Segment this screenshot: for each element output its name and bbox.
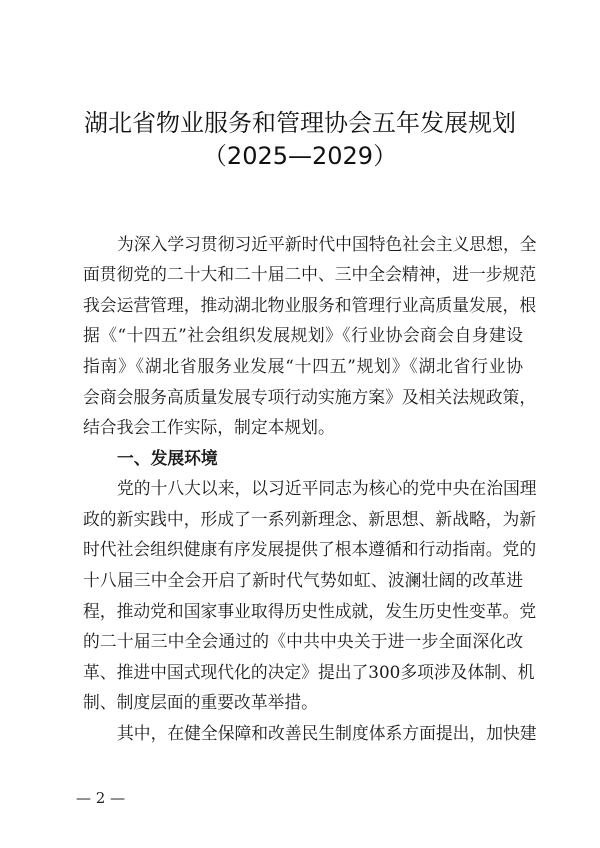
paragraph-line: 十八届三中全会开启了新时代气势如虹、波澜壮阔的改革进 [83, 570, 523, 590]
paragraph-line: 制、制度层面的重要改革举措。 [83, 692, 318, 712]
paragraph-line: 据《“十四五”社会组织发展规划》《行业协会商会自身建设 [83, 325, 523, 345]
paragraph-line: 的二十届三中全会通过的《中共中央关于进一步全面深化改 [83, 631, 523, 651]
document-title: 湖北省物业服务和管理协会五年发展规划 [84, 109, 516, 137]
paragraph-line: 面贯彻党的二十大和二十届二中、三中全会精神，进一步规范 [83, 264, 537, 284]
paragraph-line: 结合我会工作实际，制定本规划。 [83, 417, 335, 437]
paragraph-line: 指南》《湖北省服务业发展“十四五”规划》《湖北省行业协 [83, 356, 523, 376]
paragraph-line: 党的十八大以来，以习近平同志为核心的党中央在治国理 [117, 478, 537, 498]
paragraph-line: 其中，在健全保障和改善民生制度体系方面提出，加快建 [117, 723, 537, 743]
paragraph-line: 程，推动党和国家事业取得历史性成就，发生历史性变革。党 [83, 601, 537, 621]
paragraph-line: 为深入学习贯彻习近平新时代中国特色社会主义思想，全 [117, 234, 537, 254]
document-title-years: （2025—2029） [202, 142, 398, 170]
section-heading: 一、发展环境 [117, 448, 218, 468]
paragraph-line: 政的新实践中，形成了一系列新理念、新思想、新战略，为新 [83, 509, 537, 529]
paragraph-line: 革、推进中国式现代化的决定》提出了300多项涉及体制、机 [83, 662, 535, 682]
paragraph-line: 时代社会组织健康有序发展提供了根本遵循和行动指南。党的 [83, 539, 537, 559]
page-number: — 2 — [76, 789, 126, 807]
paragraph-line: 会商会服务高质量发展专项行动实施方案》及相关法规政策， [83, 387, 537, 407]
paragraph-line: 我会运营管理，推动湖北物业服务和管理行业高质量发展，根 [83, 295, 537, 315]
